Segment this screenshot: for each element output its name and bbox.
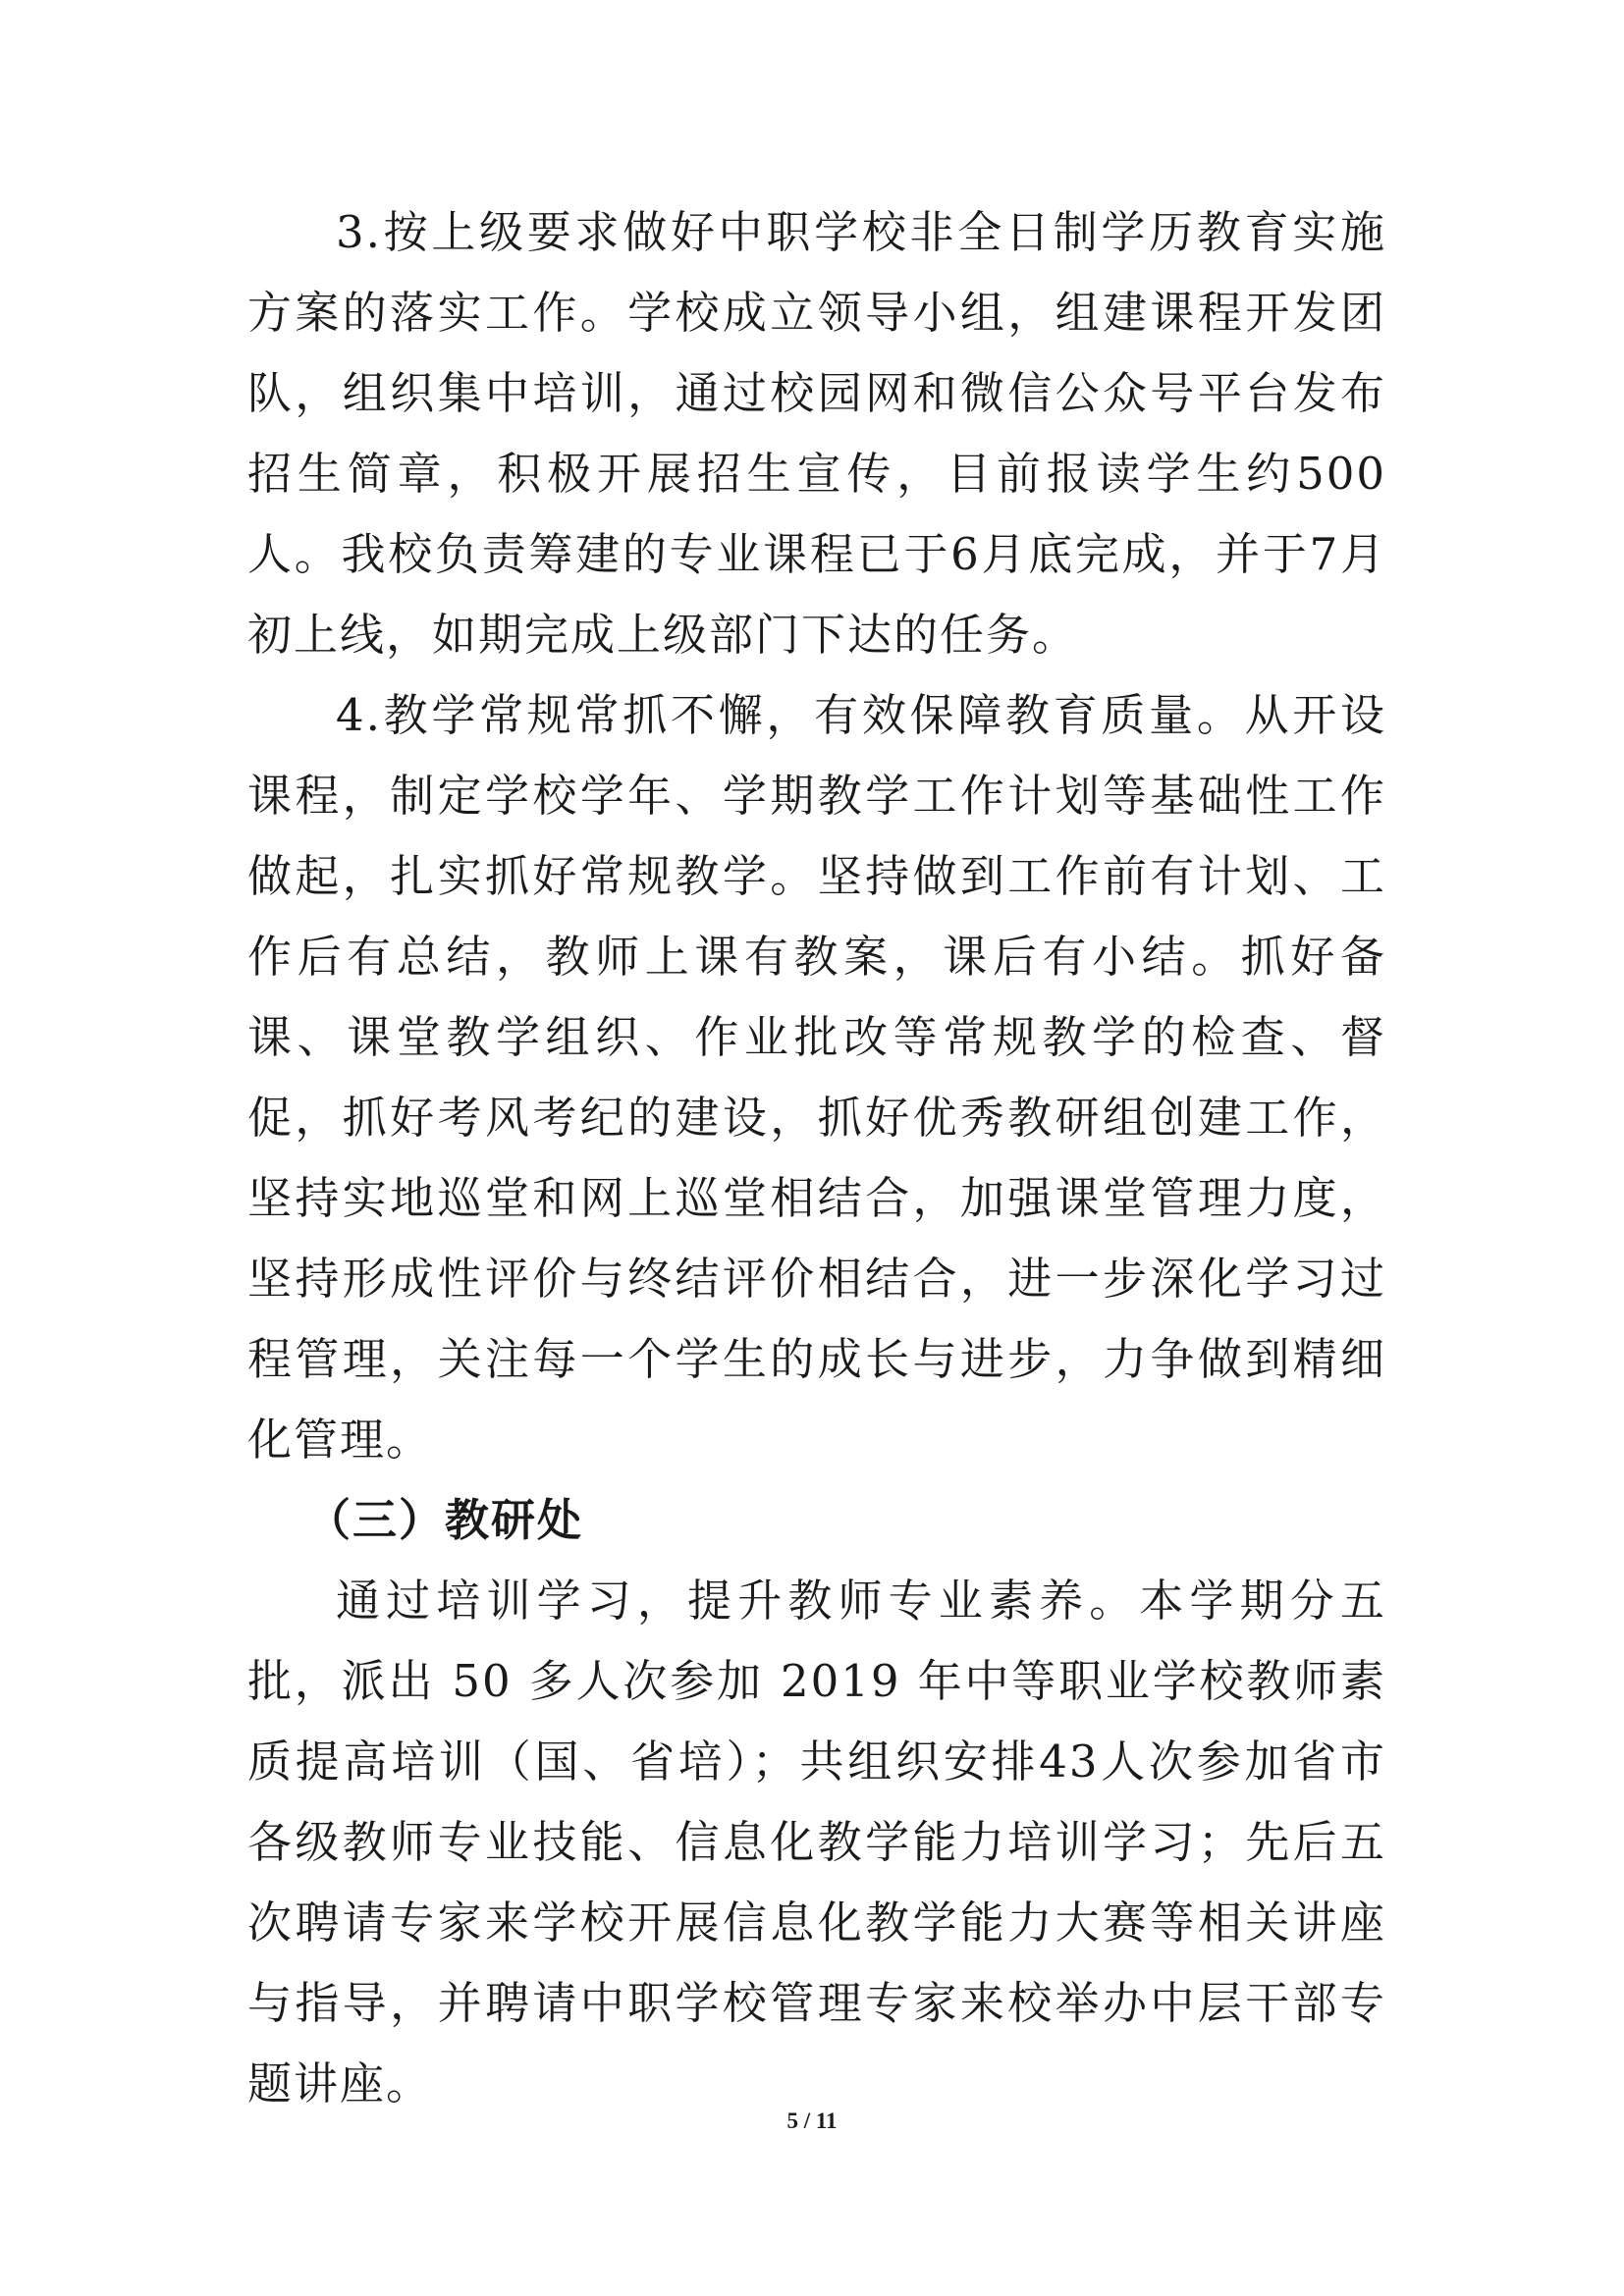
section-heading: （三）教研处	[306, 1494, 584, 1546]
paragraph-item-3: 3.按上级要求做好中职学校非全日制学历教育实施方案的落实工作。学校成立领导小组，组建课程开发团队，组织集中培训，通过校园网和微信公众号平台发布招生简章，积极开展招生宣传，目前报读学生约500人。我校负责筹建的专业课程已于6月底完成，并于7月初上线，如期完成上级部门下达的任务。	[247, 206, 1386, 661]
paragraph-item-4: 4.教学常规常抓不懈，有效保障教育质量。从开设课程，制定学校学年、学期教学工作计划等基础性工作做起，扎实抓好常规教学。坚持做到工作前有计划、工作后有总结，教师上课有教案，课后有小结。抓好备课、课堂教学组织、作业批改等常规教学的检查、督促，抓好考风考纪的建设，抓好优秀教研组创建工作，坚持实地巡堂和网上巡堂相结合，加强课堂管理力度，坚持形成性评价与终结评价相结合，进一步深化学习过程管理，关注每一个学生的成长与进步，力争做到精细化管理。	[247, 689, 1386, 1466]
page-number: 5 / 11	[786, 2109, 838, 2133]
paragraph-teaching-research: 通过培训学习，提升教师专业素养。本学期分五批，派出 50 多人次参加 2019 年中等职业学校教师素质提高培训（国、省培）；共组织安排43人次参加省市各级教师专业技能、信息化教学能力培训学习；先后五次聘请专家来学校开展信息化教学能力大赛等相关讲座与指导，并聘请中职学校管理专家来校举办中层干部专题讲座。	[247, 1575, 1386, 2109]
document-body	[247, 192, 1386, 2124]
